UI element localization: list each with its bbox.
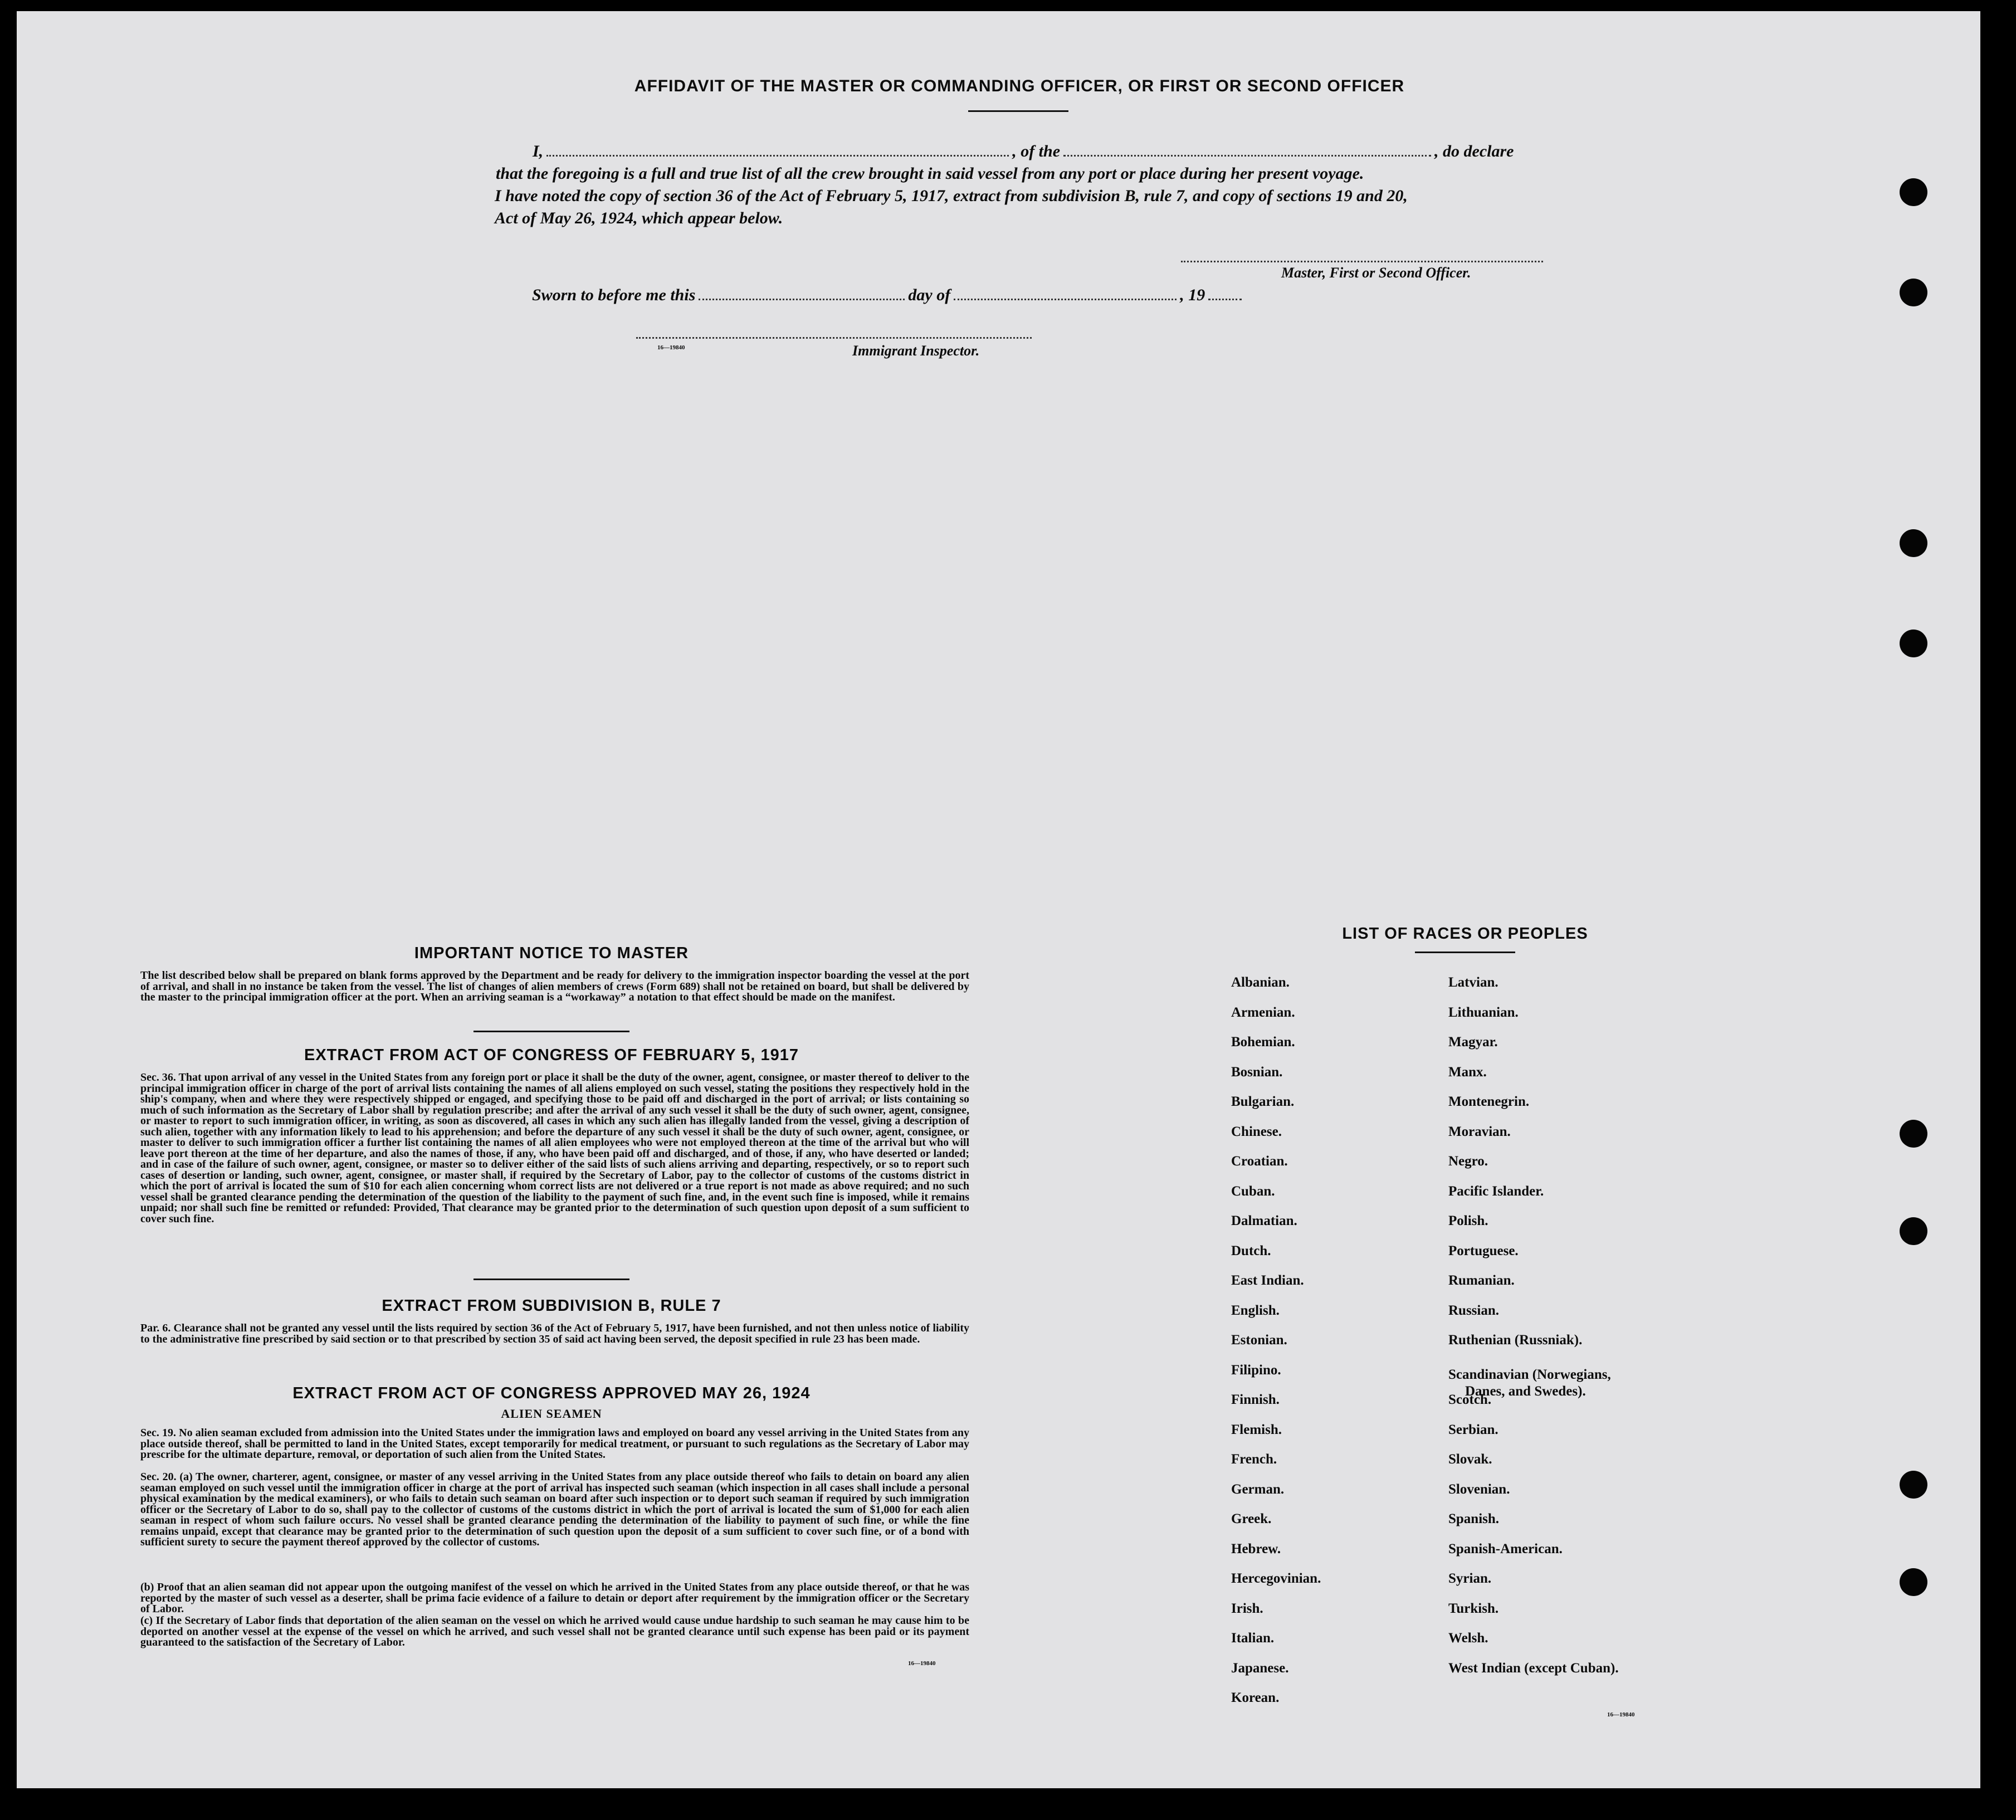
punch-hole	[1900, 279, 1927, 306]
race-item: Bohemian.	[1231, 1035, 1295, 1050]
race-item: Chinese.	[1231, 1124, 1282, 1139]
race-item: Flemish.	[1231, 1422, 1282, 1437]
affidavit-of-the: , of the	[1012, 142, 1061, 160]
punch-hole	[1900, 1568, 1927, 1596]
race-item: Armenian.	[1231, 1004, 1295, 1020]
race-item: Serbian.	[1448, 1422, 1498, 1437]
race-item: Japanese.	[1231, 1660, 1289, 1676]
sworn-day-of: day of	[908, 286, 951, 304]
blank-name	[546, 155, 1009, 157]
affidavit-line2: that the foregoing is a full and true list of all the crew brought in said vessel from any port or place during her present voyage.	[496, 164, 1364, 183]
race-item: French.	[1231, 1452, 1277, 1467]
race-item: Korean.	[1231, 1690, 1280, 1705]
race-item: Slovenian.	[1448, 1481, 1510, 1497]
affidavit-i: I,	[533, 142, 544, 160]
race-item: Cuban.	[1231, 1183, 1275, 1199]
race-item: Moravian.	[1448, 1124, 1511, 1139]
race-item: Portuguese.	[1448, 1243, 1519, 1258]
master-signature-label: Master, First or Second Officer.	[1281, 265, 1471, 281]
affidavit-line1	[533, 142, 1563, 161]
extract-1917-text: Sec. 36. That upon arrival of any vessel in the United States from any foreign port or place it shall be the duty of the owner, agent, consignee, or master thereof to deliver to the principal immigration officer in charge of the port of arrival lists containing the names of all aliens employed on such vessel, stating the positions they respectively hold in the ship's company, when and where they were respectively shipped or engaged, and specifying those to be paid off and discharged in the port of arrival; or lists containing so much of such information as the Secretary of Labor shall by regulation prescribe; and after the arrival of any such vessel it shall be the duty of such owner, agent, consignee, or master to report to such immigration officer, in writing, as soon as discovered, all cases in which any such alien has illegally landed from the vessel, giving a description of such alien, together with any information likely to lead to his apprehension; and before the departure of any such vessel it shall be the duty of such owner, agent, consignee, or master to deliver to such immigration officer a further list containing the names of all alien employees who were not employed thereon at the time of the arrival but who will leave port thereon at the time of her departure, and also the names of those, if any, who have been paid off and discharged, and of those, if any, who have deserted or landed; and in case of the failure of such owner, agent, consignee, or master so to deliver either of the said lists of such aliens arriving and departing, respectively, or so to report such cases of desertion or landing, such owner, agent, consignee, or master shall, if required by the Secretary of Labor, pay to the collector of customs of the customs district in which the port of arrival is located the sum of $10 for each alien concerning whom correct lists are not delivered or a true report is not made as above required; and no such vessel shall be granted clearance pending the determination of the question of the liability to the payment of such fine, and, in the event such fine is imposed, while it remains unpaid; nor shall such fine be remitted or refunded: Provided, That clearance may be granted prior to the determination of such question upon deposit of a sum sufficient to cover such fine.	[140, 1071, 969, 1225]
form-number: 16—19840	[908, 1660, 936, 1667]
master-signature-line	[1181, 261, 1543, 262]
race-item: Pacific Islander.	[1448, 1183, 1544, 1199]
race-item: Dalmatian.	[1231, 1213, 1297, 1228]
race-item: Croatian.	[1231, 1154, 1288, 1169]
race-item: Russian.	[1448, 1302, 1500, 1318]
race-item: Scandinavian (Norwegians,	[1448, 1367, 1611, 1382]
race-item: Ruthenian (Russniak).	[1448, 1333, 1583, 1348]
race-item: Hercegovinian.	[1231, 1571, 1321, 1586]
race-item: Estonian.	[1231, 1333, 1287, 1348]
extract-1924-sec20c: (c) If the Secretary of Labor finds that deportation of the alien seaman on the vessel on which he arrived would cause undue hardship to such seaman he may cause him to be deported on another vessel at the expense of the vessel on which he arrived, and such vessel shall not be granted clearance until such expense has been paid or its payment guaranteed to the satisfaction of the Secretary of Labor.	[140, 1614, 969, 1648]
race-item: English.	[1231, 1302, 1280, 1318]
divider	[474, 1279, 629, 1280]
extract-1924-sec19: Sec. 19. No alien seaman excluded from admission into the United States under the immigration laws and employed on board any vessel arriving in the United States from any place outside thereof, shall be permitted to land in the United States, except temporarily for medical treatment, or pursuant to such regulations as the Secretary of Labor may prescribe for the ultimate departure, removal, or deportation of such alien from the United States.	[140, 1427, 969, 1461]
race-item: Slovak.	[1448, 1452, 1492, 1467]
punch-hole	[1900, 630, 1927, 657]
form-number: 16—19840	[657, 344, 685, 351]
punch-hole	[1900, 178, 1927, 206]
blank-vessel	[1063, 155, 1431, 157]
race-item: West Indian (except Cuban).	[1448, 1660, 1619, 1676]
extract-1924-title: EXTRACT FROM ACT OF CONGRESS APPROVED MAY 26, 1924	[292, 1384, 811, 1402]
punch-hole	[1900, 1120, 1927, 1148]
sworn-text: Sworn to before me this	[532, 286, 696, 304]
notice-title: IMPORTANT NOTICE TO MASTER	[414, 944, 689, 962]
extract-1924-sec20b: (b) Proof that an alien seaman did not appear upon the outgoing manifest of the vessel on which he arrived in the United States from any place outside thereof, or that he was reported by the master of such vessel as a deserter, shall be prima facie evidence of a failure to detain or deport after requirement by the immigration officer or the Secretary of Labor.	[140, 1581, 969, 1615]
blank-day	[699, 299, 905, 300]
race-item: Rumanian.	[1448, 1273, 1515, 1288]
sworn-year: , 19	[1180, 286, 1205, 304]
race-item: Spanish-American.	[1448, 1541, 1563, 1556]
race-item: Dutch.	[1231, 1243, 1271, 1258]
race-item: Albanian.	[1231, 975, 1290, 990]
extract-1924-subtitle: ALIEN SEAMEN	[501, 1407, 602, 1421]
race-item: Finnish.	[1231, 1392, 1280, 1407]
extract-1924-sec20a: Sec. 20. (a) The owner, charterer, agent, consignee, or master of any vessel arriving in the United States from any place outside thereof who fails to detain on board any alien seaman employed on such vessel until the immigration officer in charge at the port of arrival has inspected such seaman (which inspection in all cases shall include a personal physical examination by the medical examiners), or who fails to detain such seaman on board after such inspection or to deport such seaman if required by such immigration officer or the Secretary of Labor to do so, shall pay to the collector of customs of the customs district in which the port of arrival is located the sum of $1,000 for each alien seaman in respect of whom such failure occurs. No vessel shall be granted clearance pending the determination of the liability to payment of such fine, or while the fine remains unpaid, except that clearance may be granted prior to the determination of such question upon the deposit of a sum sufficient to cover such fine, or of a bond with sufficient surety to secure the payment thereof approved by the collector of customs.	[140, 1471, 969, 1548]
affidavit-line3: I have noted the copy of section 36 of the Act of February 5, 1917, extract from subdivision B, rule 7, and copy of sections 19 and 20,	[495, 187, 1408, 205]
race-item: Hebrew.	[1231, 1541, 1281, 1556]
race-item: Latvian.	[1448, 975, 1498, 990]
race-item: Scotch.	[1448, 1392, 1492, 1407]
race-item: Spanish.	[1448, 1511, 1500, 1526]
race-item: Filipino.	[1231, 1362, 1281, 1378]
race-item: Welsh.	[1448, 1631, 1488, 1646]
race-item: Magyar.	[1448, 1035, 1498, 1050]
races-title: LIST OF RACES OR PEOPLES	[1342, 925, 1588, 943]
race-item: Turkish.	[1448, 1601, 1499, 1616]
extract-rule7-title: EXTRACT FROM SUBDIVISION B, RULE 7	[382, 1297, 721, 1315]
blank-year	[1208, 299, 1242, 300]
race-item: Greek.	[1231, 1511, 1272, 1526]
race-item: Negro.	[1448, 1154, 1488, 1169]
punch-hole	[1900, 529, 1927, 557]
race-item: Lithuanian.	[1448, 1004, 1519, 1020]
punch-hole	[1900, 1217, 1927, 1245]
race-item: Bosnian.	[1231, 1064, 1283, 1080]
divider	[474, 1031, 629, 1032]
race-item: Italian.	[1231, 1631, 1275, 1646]
inspector-label: Immigrant Inspector.	[852, 343, 980, 359]
extract-rule7-text: Par. 6. Clearance shall not be granted any vessel until the lists required by section 36 of the Act of February 5, 1917, have been furnished, and not then unless notice of liability to the administrative fine prescribed by said section or to that prescribed by section 35 of said act having been served, the deposit specified in rule 23 has been made.	[140, 1322, 969, 1345]
inspector-signature-line	[636, 337, 1032, 339]
race-item: Montenegrin.	[1448, 1094, 1530, 1109]
extract-1917-title: EXTRACT FROM ACT OF CONGRESS OF FEBRUARY 5, 1917	[304, 1046, 799, 1064]
divider	[968, 110, 1068, 112]
divider	[1415, 952, 1515, 953]
sworn-line	[532, 286, 1245, 305]
race-item: Danes, and Swedes).	[1465, 1383, 1586, 1399]
notice-text: The list described below shall be prepared on blank forms approved by the Department and be ready for delivery to the immigration inspector boarding the vessel at the port of arrival, and shall in no instance be taken from the vessel. The list of changes of alien members of crews (Form 689) shall not be retained on board, but shall be delivered by the master to the principal immigration officer at the port. When an arriving seaman is a “workaway” a notation to that effect should be made on the manifest.	[140, 969, 969, 1003]
affidavit-line4: Act of May 26, 1924, which appear below.	[495, 209, 783, 227]
race-item: Manx.	[1448, 1064, 1487, 1080]
race-item: East Indian.	[1231, 1273, 1304, 1288]
document-sheet	[17, 11, 1980, 1788]
race-item: Bulgarian.	[1231, 1094, 1295, 1109]
blank-month	[954, 299, 1177, 300]
affidavit-declare: , do declare	[1434, 142, 1514, 160]
race-item: German.	[1231, 1481, 1285, 1497]
affidavit-title: AFFIDAVIT OF THE MASTER OR COMMANDING OFFICER, OR FIRST OR SECOND OFFICER	[634, 77, 1405, 95]
race-item: Syrian.	[1448, 1571, 1492, 1586]
race-item: Polish.	[1448, 1213, 1488, 1228]
punch-hole	[1900, 1471, 1927, 1499]
race-item: Irish.	[1231, 1601, 1263, 1616]
form-number: 16—19840	[1607, 1711, 1635, 1718]
